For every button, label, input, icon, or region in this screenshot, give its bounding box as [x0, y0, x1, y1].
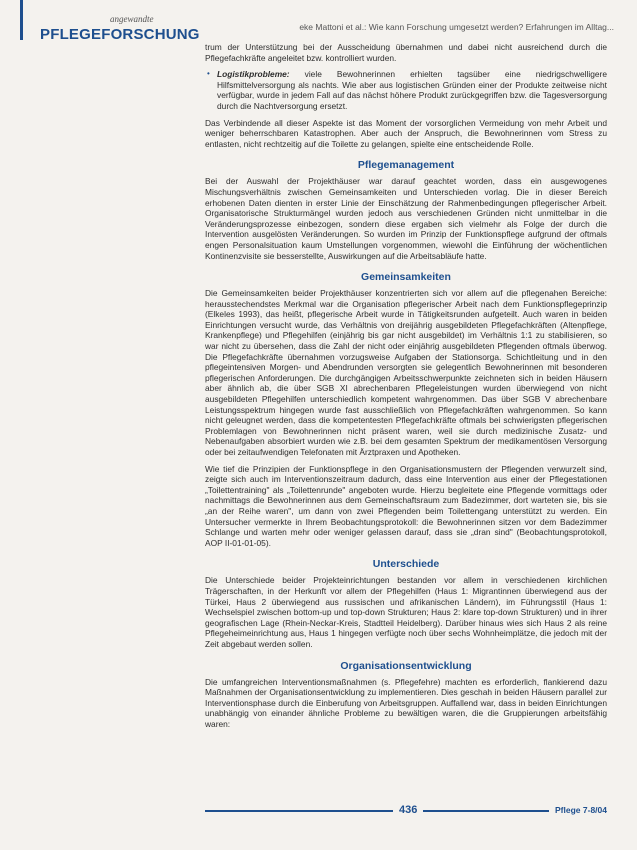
bullet-icon: •: [207, 69, 210, 79]
section-heading-pflegemanagement: Pflegemanagement: [357, 159, 455, 172]
section-paragraph: Bei der Auswahl der Projekthäuser war darauf geachtet worden, dass ein ausgewogenes Mischungsverhältnis zwischen Gemeinsamkeiten und Unterschieden vorlag. Die in dieser Bereich erhobenen Daten dienten in erster Linie der Einschätzung der Rahmenbedingungen pflegerischer Arbeit. Organisatorische Strukturmängel wurden jedoch aus verschiedenen Gründen nicht unmittelbar in die Veränderungsprozesse einbezogen, sondern diese ergaben sich vielmehr als Folge der durch die Intervention ausgelösten Veränderungen. So wurden im Prinzip der Funktionspflege aufgrund der oftmals engen Personalsituation kaum Umstellungen vorgenommen, wiewohl die Einführung der wöchentlichen Kontinenzvisite sie besserstellte, Auswirkungen auf die Arbeitsabläufe hatte.: [205, 176, 607, 261]
article-body: [205, 42, 607, 735]
running-head: eke Mattoni et al.: Wie kann Forschung umgesetzt werden? Erfahrungen im Alltag...: [299, 22, 614, 32]
intro-bullet-list: [205, 69, 607, 111]
intro-continued-text: trum der Unterstützung bei der Ausscheidung übernahmen und dabei nicht ausreichend durch die Pflegefachkräfte angeleitet bzw. kontrolliert wurden.: [205, 42, 607, 63]
section-heading-gemeinsamkeiten: Gemeinsamkeiten: [361, 271, 451, 284]
section-paragraph: Wie tief die Prinzipien der Funktionspflege in den Organisationsmustern der Pflegenden verwurzelt sind, zeigte sich auch im Interventionszeitraum dadurch, dass eine Intervention aus einer der Pflegestationen „Toilettentraining" als „Toilettenrunde" angeboten wurde. Hierzu begleitete eine Pflegende vormittags oder nachmittags die Bewohnerinnen aus dem Gemeinschaftsraum zum Badezimmer, dort warteten sie, bis sie „an der Reihe waren", um dann von zwei Pflegenden beim Toilettengang unterstützt zu werden. Ein Untersucher vermerkte in Ihrem Beobachtungsprotokoll: die Bewohnerinnen sitzen vor dem Badezimmer Schlange und warten mehr oder weniger gelassen darauf, dass sie „dran sind" (Beobachtungsprotokoll, AOP II-01-01-05).: [205, 463, 607, 548]
intro-paragraph: Das Verbindende all dieser Aspekte ist das Moment der vorsorglichen Vermeidung von mehr Arbeit und weniger beherrschbaren Katastrophen. Aber auch der Anspruch, die Bewohnerinnen vom Stress zu entlasten, nicht rechtzeitig auf die Toilette zu gelangen, spielte eine entscheidende Rolle.: [205, 117, 607, 149]
issue-label: Pflege 7-8/04: [549, 805, 607, 815]
section-paragraph: Die umfangreichen Interventionsmaßnahmen (s. Pflegefehre) machten es erforderlich, flankierend dazu Maßnahmen der Organisationsentwicklung zu implementieren. Dies geschah in beiden Häusern parallel zur Interventionsphase durch die Einberufung von Arbeitsgruppen. Auffallend war, dass in beiden Einrichtungen unabhängig von einander ähnliche Probleme zu bewältigen waren, die die Gruppierungen arbeitsfähig waren:: [205, 676, 607, 729]
bullet-lead: Logistikprobleme:: [217, 69, 290, 80]
masthead: [22, 8, 622, 46]
section-heading-unterschiede: Unterschiede: [372, 558, 440, 571]
bullet-text: viele Bewohnerinnen erhielten tagsüber eine niedrigschwelligere Hilfsmittelversorgung als nachts. Wie aber aus logistischen Gründen einer der Produkte zeitweise nicht verfügbar, wurde in jedem Fall auf das nächst höhere Produkt zurückgegriffen bzw. die Tagesversorgung durch die Nachtversorgung ersetzt.: [217, 69, 607, 111]
page-footer: [205, 804, 607, 818]
list-item: [207, 69, 607, 111]
section-heading-organisationsentwicklung: Organisationsentwicklung: [340, 659, 472, 672]
journal-small-title: angewandte: [110, 14, 154, 24]
section-paragraph: Die Gemeinsamkeiten beider Projekthäuser konzentrierten sich vor allem auf die pflegenahen Bereiche: herausstechendstes Merkmal war die Organisation pflegerischer Arbeit nach dem Funktionspflegeprinzip (Elkeles 1993), das heißt, pflegerische Arbeit wurde in Tätigkeitsrunden aufgeteilt. Auch waren in beiden Einrichtungen versucht wurde, das Verhältnis von dreijährig ausgebildeten Pflegefachkräften (Altenpflege, Krankenpflege) und Pflegehilfen (einjährig bis gar nicht ausgebildet) im Verhältnis 1:1 zu stabilisieren, so war nicht zu übersehen, dass die Zahl der nicht oder einjährig ausgebildeten Pflegenden oftmals überwog. Die Pflegefachkräfte übernahmen vorzugsweise Aufgaben der Stationsorga. Schichtleitung und in den pflegeintensiven Morgen- und Abendrunden versorgten sie gelegentlich Bewohnerinnen mit besonderen pflegerischen Anforderungen. Die durchgängigen Arbeitsschwerpunkte zeichneten sich in beiden Häusern aber ähnlich ab, die über SGB XI abrechenbaren Pflegeleistungen wurden überwiegend von nicht ausgebildeten Pflegehilfen unterschiedlich kompetent wahrgenommen. Das über SGB V abrechenbare Leistungsspektrum hingegen wurde fast ausschließlich von Pflegefachkräften wahrgenommen. So kann nicht geleugnet werden, dass die kompetentesten Pflegefachkräfte oftmals bei schwierigsten pflegerischen Problemlagen von Bewohnerinnen nicht präsent waren, weil sie durch medizinische Zusatz- und Nebenaufgaben absorbiert wurden wie z.B. bei dem gesamten Spektrum der medikamentösen Versorgung oder bei zeitaufwendigen Telefonaten mit Ärztpraxen und Apotheken.: [205, 288, 607, 457]
page-number: 436: [393, 804, 423, 816]
section-paragraph: Die Unterschiede beider Projekteinrichtungen bestanden vor allem in verschiedenen kirchlichen Trägerschaften, in der Herkunft vor allem der Pflegehilfen (Haus 1: Migrantinnen überwiegend aus der Türkei, Haus 2 überwiegend aus russischen und afrikanischen Ländern), im Führungsstil (Haus 1: Wechselspiel zwischen bottom-up und top-down Strukturen; Haus 2: klare top-down Strukturen) und in ihrer geografischen Lage (Rhein-Neckar-Kreis, Stadtteil Heidelberg). Darüber hinaus wies sich Haus 2 als reine Pflegeheimeinrichtung aus, Haus 1 hingegen verfügte noch über sechs Wohnheimplätze, die jedoch mit der Zeit abgebaut werden sollen.: [205, 575, 607, 649]
journal-logo: PFLEGEFORSCHUNG: [40, 26, 200, 43]
